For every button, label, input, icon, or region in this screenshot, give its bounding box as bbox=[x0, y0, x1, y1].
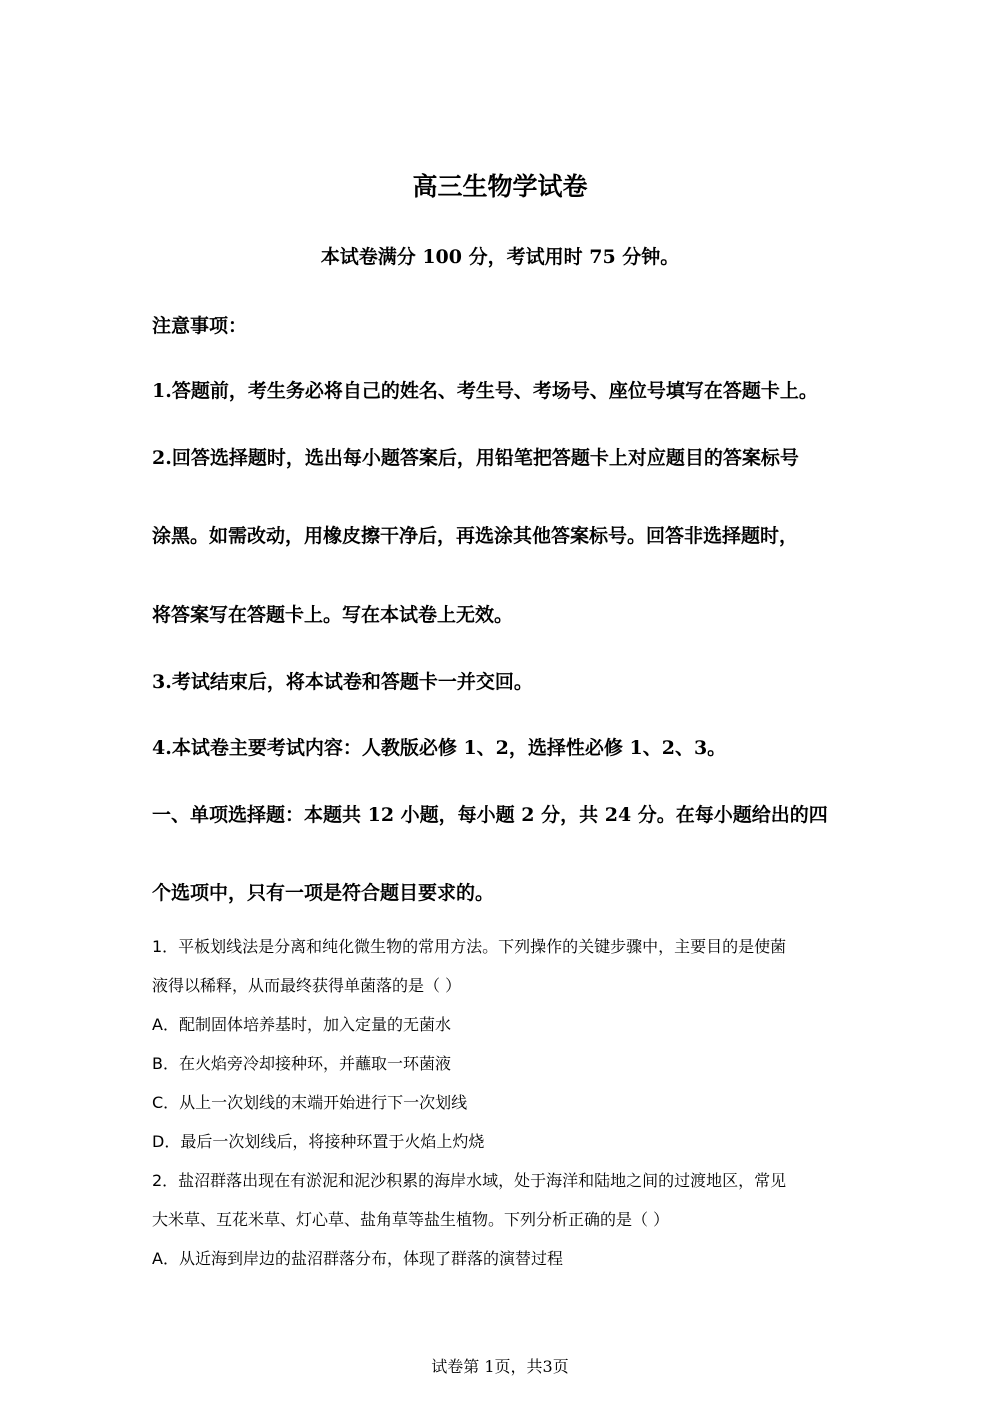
question-option: A．从近海到岸边的盐沼群落分布，体现了群落的演替过程 bbox=[152, 1249, 563, 1268]
page-title: 高三生物学试卷 bbox=[412, 172, 588, 201]
notice-line: 涂黑。如需改动，用橡皮擦干净后，再选涂其他答案标号。回答非选择题时， bbox=[152, 525, 799, 547]
question-option: A．配制固体培养基时，加入定量的无菌水 bbox=[152, 1015, 451, 1034]
exam-info: 本试卷满分 100 分，考试用时 75 分钟。 bbox=[320, 246, 680, 268]
notice-heading: 注意事项： bbox=[152, 315, 248, 337]
question-option: C．从上一次划线的末端开始进行下一次划线 bbox=[152, 1093, 468, 1112]
section-heading-line: 个选项中，只有一项是符合题目要求的。 bbox=[152, 882, 495, 904]
question-stem-line: 大米草、互花米草、灯心草、盐角草等盐生植物。下列分析正确的是（ ） bbox=[152, 1210, 670, 1229]
question-stem-line: 2．盐沼群落出现在有淤泥和泥沙积累的海岸水域，处于海洋和陆地之间的过渡地区，常见 bbox=[152, 1171, 787, 1190]
section-heading-line: 一、单项选择题：本题共 12 小题，每小题 2 分，共 24 分。在每小题给出的四 bbox=[152, 804, 828, 826]
question-stem-line: 液得以稀释，从而最终获得单菌落的是（ ） bbox=[152, 976, 462, 995]
question-option: B．在火焰旁冷却接种环，并蘸取一环菌液 bbox=[152, 1054, 451, 1073]
notice-line: 1.答题前，考生务必将自己的姓名、考生号、考场号、座位号填写在答题卡上。 bbox=[152, 380, 818, 402]
question-option: D．最后一次划线后，将接种环置于火焰上灼烧 bbox=[152, 1132, 485, 1151]
notice-line: 将答案写在答题卡上。写在本试卷上无效。 bbox=[152, 604, 514, 626]
notice-line: 3.考试结束后，将本试卷和答题卡一并交回。 bbox=[152, 671, 533, 693]
notice-line: 4.本试卷主要考试内容：人教版必修 1、2，选择性必修 1、2、3。 bbox=[152, 737, 727, 759]
page-footer: 试卷第 1页，共3页 bbox=[431, 1357, 569, 1376]
question-stem-line: 1．平板划线法是分离和纯化微生物的常用方法。下列操作的关键步骤中，主要目的是使菌 bbox=[152, 937, 787, 956]
notice-line: 2.回答选择题时，选出每小题答案后，用铅笔把答题卡上对应题目的答案标号 bbox=[152, 447, 799, 469]
